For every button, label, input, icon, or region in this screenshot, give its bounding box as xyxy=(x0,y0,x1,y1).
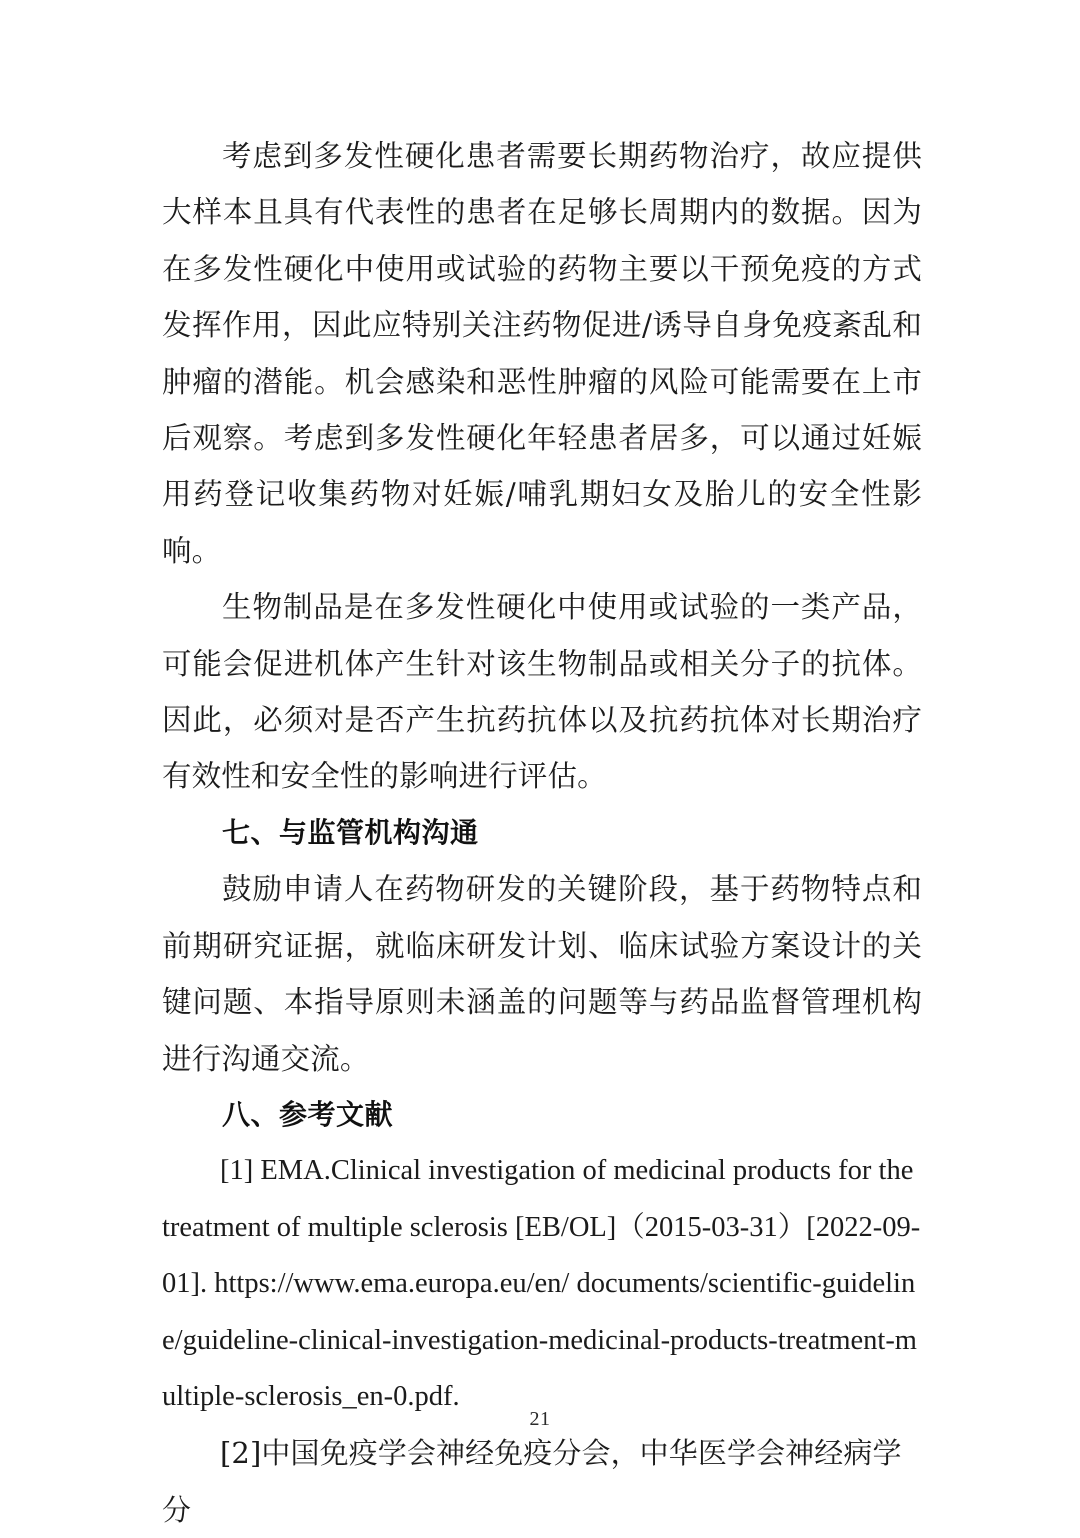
reference-item-2: [2]中国免疫学会神经免疫分会，中华医学会神经病学分 xyxy=(162,1436,902,1527)
paragraph-biologics-immunogenicity: 生物制品是在多发性硬化中使用或试验的一类产品，可能会促进机体产生针对该生物制品或相关分子的抗体。因此，必须对是否产生抗药抗体以及抗药抗体对长期治疗有效性和安全性的影响进行评估。 xyxy=(162,590,922,794)
reference-item-1: [1] EMA.Clinical investigation of medicinal products for the treatment of multiple sclerosis [EB/OL]（2015-03-31）[2022-09-01]. https://www.ema.europa.eu/en/ documents/scientific-guideline/guideline-clinical-investigation-medicinal-products-treatment-multiple-sclerosis_en-0.pdf. xyxy=(162,1155,921,1412)
paragraph-long-term-safety: 考虑到多发性硬化患者需要长期药物治疗，故应提供大样本且具有代表性的患者在足够长周期内的数据。因为在多发性硬化中使用或试验的药物主要以干预免疫的方式发挥作用，因此应特别关注药物促进/诱导自身免疫紊乱和肿瘤的潜能。机会感染和恶性肿瘤的风险可能需要在上市后观察。考虑到多发性硬化年轻患者居多，可以通过妊娠用药登记收集药物对妊娠/哺乳期妇女及胎儿的安全性影响。 xyxy=(162,139,922,568)
section-heading-8: 八、参考文献 xyxy=(222,1098,394,1130)
page-number: 21 xyxy=(529,1408,551,1430)
page-content xyxy=(162,128,922,1538)
section-heading-7: 七、与监管机构沟通 xyxy=(222,816,479,848)
paragraph-regulatory-communication: 鼓励申请人在药物研发的关键阶段，基于药物特点和前期研究证据，就临床研发计划、临床试验方案设计的关键问题、本指导原则未涵盖的问题等与药品监督管理机构进行沟通交流。 xyxy=(162,872,922,1076)
